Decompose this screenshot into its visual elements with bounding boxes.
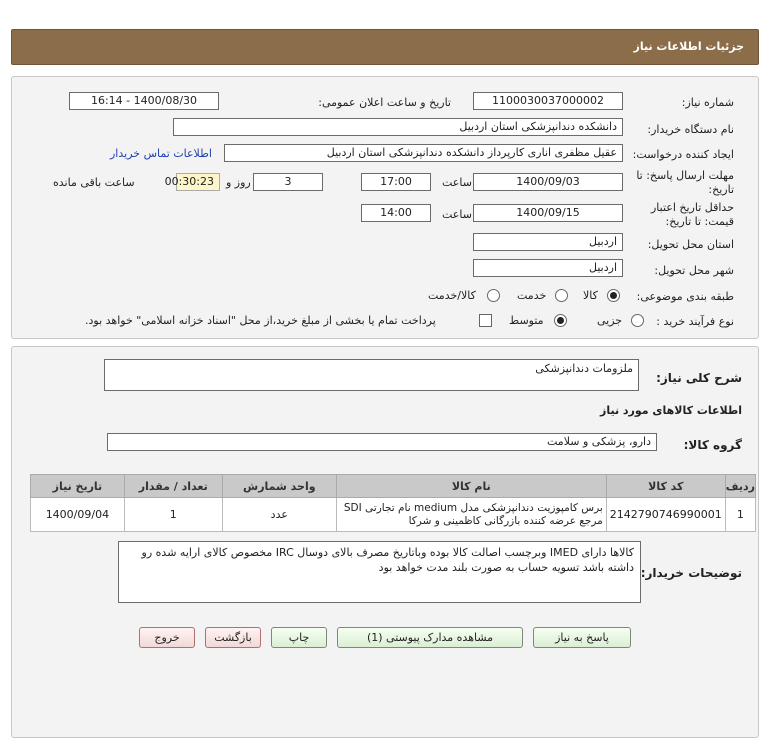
need-number-label: شماره نیاز: (681, 96, 734, 109)
col-name: نام کالا (336, 475, 606, 498)
goods-group-label: گروه کالا: (683, 438, 742, 452)
category-radio-service[interactable] (555, 289, 568, 302)
deadline-date-field: 1400/09/03 (473, 173, 623, 191)
validity-time-label: ساعت (442, 208, 472, 221)
days-field: 3 (253, 173, 323, 191)
remaining-label: ساعت باقی مانده (53, 176, 135, 189)
validity-time-field: 14:00 (361, 204, 431, 222)
validity-label: حداقل تاریخ اعتبار (650, 201, 734, 214)
process-radio-minor[interactable] (631, 314, 644, 327)
cell-quantity: 1 (124, 498, 222, 532)
need-number-field: 1100030037000002 (473, 92, 623, 110)
cell-unit: عدد (222, 498, 336, 532)
province-label: استان محل تحویل: (647, 238, 734, 251)
category-service-label: خدمت (517, 289, 547, 302)
category-goods-label: کالا (583, 289, 598, 302)
category-goods-service-label: کالا/خدمت (428, 289, 476, 302)
page-header (11, 29, 759, 65)
remaining-time-field: 00:30:23 (176, 173, 220, 191)
table-row (31, 498, 756, 532)
page-title: جزئیات اطلاعات نیاز (633, 40, 744, 53)
deadline-time-label: ساعت (442, 176, 472, 189)
cell-row: 1 (725, 498, 755, 532)
col-quantity: تعداد / مقدار (124, 475, 222, 498)
treasury-checkbox[interactable] (479, 314, 492, 327)
category-label: طبقه بندی موضوعی: (636, 290, 734, 303)
buyer-org-label: نام دستگاه خریدار: (647, 123, 734, 136)
city-field: اردبیل (473, 259, 623, 277)
col-code: کد کالا (606, 475, 725, 498)
treasury-note: پرداخت تمام یا بخشی از مبلغ خرید،از محل "اسناد خزانه اسلامی" خواهد بود. (85, 314, 436, 327)
deadline-label-2: تاریخ: (708, 183, 734, 196)
deadline-time-field: 17:00 (361, 173, 431, 191)
creator-label: ایجاد کننده درخواست: (632, 148, 734, 161)
process-radio-medium[interactable] (554, 314, 567, 327)
cell-name: برس کامپوزیت دندانپزشکی مدل medium نام تجارتی SDI مرجع عرضه کننده بازرگانی کاظمینی و شرکا (336, 498, 606, 532)
city-label: شهر محل تحویل: (654, 264, 734, 277)
col-unit: واحد شمارش (222, 475, 336, 498)
col-date: تاریخ نیاز (31, 475, 125, 498)
summary-field: ملزومات دندانپزشکی (104, 359, 639, 391)
validity-label-2: قیمت: تا تاریخ: (665, 215, 734, 228)
creator-field: عقیل مظفری اناری کارپرداز دانشکده دندانپزشکی استان اردبیل (224, 144, 623, 162)
print-button[interactable]: چاپ (271, 627, 327, 648)
deadline-label: مهلت ارسال پاسخ: تا (636, 169, 734, 182)
process-label: نوع فرآیند خرید : (656, 315, 734, 328)
category-radio-goods-service[interactable] (487, 289, 500, 302)
buyer-contact-link[interactable]: اطلاعات تماس خریدار (110, 147, 212, 160)
province-field: اردبیل (473, 233, 623, 251)
back-button[interactable]: بازگشت (205, 627, 261, 648)
cell-date: 1400/09/04 (31, 498, 125, 532)
buyer-org-field: دانشکده دندانپزشکی استان اردبیل (173, 118, 623, 136)
category-radio-goods[interactable] (607, 289, 620, 302)
goods-info-heading: اطلاعات کالاهای مورد نیاز (600, 404, 742, 417)
buyer-notes-field: کالاها دارای IMED وبرچسب اصالت کالا بوده وباتاریخ مصرف بالای دوسال IRC مخصوص کالای ارایه شده رو داشته باشد تسویه حساب به صورت بلند مدت خواهد بود (118, 541, 641, 603)
validity-date-field: 1400/09/15 (473, 204, 623, 222)
process-medium-label: متوسط (509, 314, 544, 327)
announce-label: تاریخ و ساعت اعلان عمومی: (318, 96, 451, 109)
announce-field: 1400/08/30 - 16:14 (69, 92, 219, 110)
goods-table-header (31, 475, 756, 498)
process-minor-label: جزیی (597, 314, 623, 327)
reply-button[interactable]: پاسخ به نیاز (533, 627, 631, 648)
cell-code: 2142790746990001 (606, 498, 725, 532)
goods-group-field: دارو، پزشکی و سلامت (107, 433, 657, 451)
need-details-panel (11, 346, 759, 738)
exit-button[interactable]: خروج (139, 627, 195, 648)
summary-label: شرح کلی نیاز: (656, 371, 742, 385)
col-row: ردیف (725, 475, 755, 498)
attachments-button[interactable]: مشاهده مدارک پیوستی (1) (337, 627, 523, 648)
need-info-panel (11, 76, 759, 339)
goods-table (30, 474, 756, 532)
buyer-notes-label: توضیحات خریدار: (640, 566, 742, 580)
days-label: روز و (226, 176, 251, 189)
